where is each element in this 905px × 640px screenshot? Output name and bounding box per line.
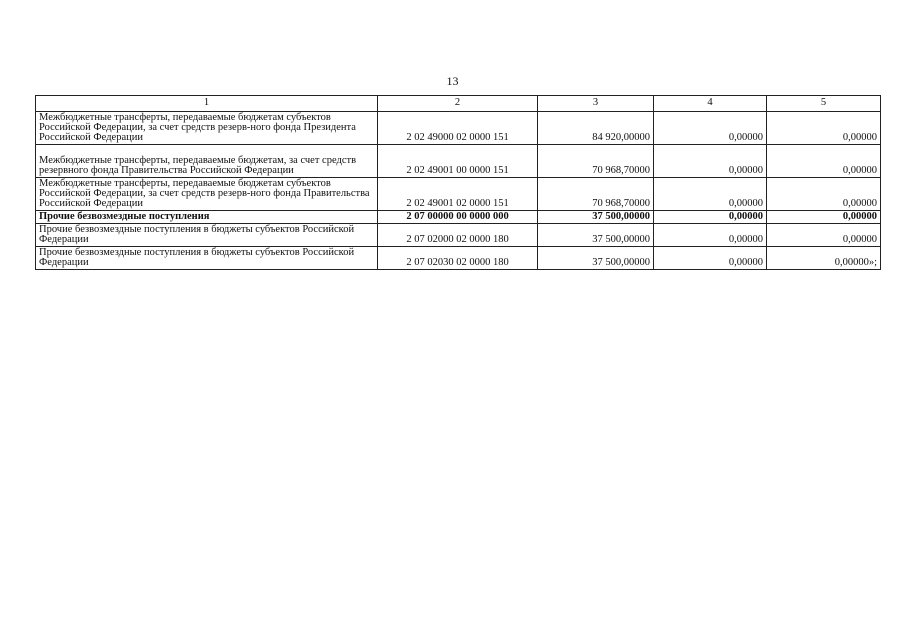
table-body bbox=[36, 112, 881, 270]
row-value-col3: 70 968,70000 bbox=[538, 145, 654, 178]
row-value-col5: 0,00000 bbox=[767, 145, 881, 178]
row-value-col3: 37 500,00000 bbox=[538, 247, 654, 270]
row-value-col3: 37 500,00000 bbox=[538, 224, 654, 247]
table-row bbox=[36, 211, 881, 224]
row-code: 2 07 02030 02 0000 180 bbox=[378, 247, 538, 270]
row-name: Межбюджетные трансферты, передаваемые бюджетам субъектов Российской Федерации, за счет средств резерв-ного фонда Президента Российской Федерации bbox=[36, 112, 378, 145]
table-row bbox=[36, 112, 881, 145]
column-header-1: 1 bbox=[36, 96, 378, 112]
table-row bbox=[36, 224, 881, 247]
row-value-col4: 0,00000 bbox=[654, 145, 767, 178]
row-name: Прочие безвозмездные поступления в бюджеты субъектов Российской Федерации bbox=[36, 224, 378, 247]
row-value-col5: 0,00000 bbox=[767, 112, 881, 145]
row-value-col4: 0,00000 bbox=[654, 211, 767, 224]
row-code: 2 07 00000 00 0000 000 bbox=[378, 211, 538, 224]
row-name: Прочие безвозмездные поступления bbox=[36, 211, 378, 224]
row-value-col4: 0,00000 bbox=[654, 112, 767, 145]
row-code: 2 07 02000 02 0000 180 bbox=[378, 224, 538, 247]
budget-table bbox=[35, 95, 881, 270]
row-name: Межбюджетные трансферты, передаваемые бюджетам, за счет средств резервного фонда Правительства Российской Федерации bbox=[36, 145, 378, 178]
page-number: 13 bbox=[446, 74, 459, 88]
row-value-col3: 84 920,00000 bbox=[538, 112, 654, 145]
row-value-col3: 70 968,70000 bbox=[538, 178, 654, 211]
row-name: Прочие безвозмездные поступления в бюджеты субъектов Российской Федерации bbox=[36, 247, 378, 270]
row-code: 2 02 49001 02 0000 151 bbox=[378, 178, 538, 211]
table-row bbox=[36, 145, 881, 178]
row-code: 2 02 49001 00 0000 151 bbox=[378, 145, 538, 178]
row-value-col5: 0,00000 bbox=[767, 178, 881, 211]
table-row bbox=[36, 247, 881, 270]
row-value-col4: 0,00000 bbox=[654, 178, 767, 211]
row-value-col5: 0,00000 bbox=[767, 224, 881, 247]
column-header-4: 4 bbox=[654, 96, 767, 112]
row-value-col5: 0,00000 bbox=[767, 211, 881, 224]
column-header-3: 3 bbox=[538, 96, 654, 112]
column-header-5: 5 bbox=[767, 96, 881, 112]
row-value-col5: 0,00000»; bbox=[767, 247, 881, 270]
column-header-2: 2 bbox=[378, 96, 538, 112]
row-name: Межбюджетные трансферты, передаваемые бюджетам субъектов Российской Федерации, за счет средств резерв-ного фонда Правительства Российской Федерации bbox=[36, 178, 378, 211]
table-header-row bbox=[36, 96, 881, 112]
row-value-col4: 0,00000 bbox=[654, 224, 767, 247]
table-row bbox=[36, 178, 881, 211]
row-value-col3: 37 500,00000 bbox=[538, 211, 654, 224]
row-value-col4: 0,00000 bbox=[654, 247, 767, 270]
row-code: 2 02 49000 02 0000 151 bbox=[378, 112, 538, 145]
